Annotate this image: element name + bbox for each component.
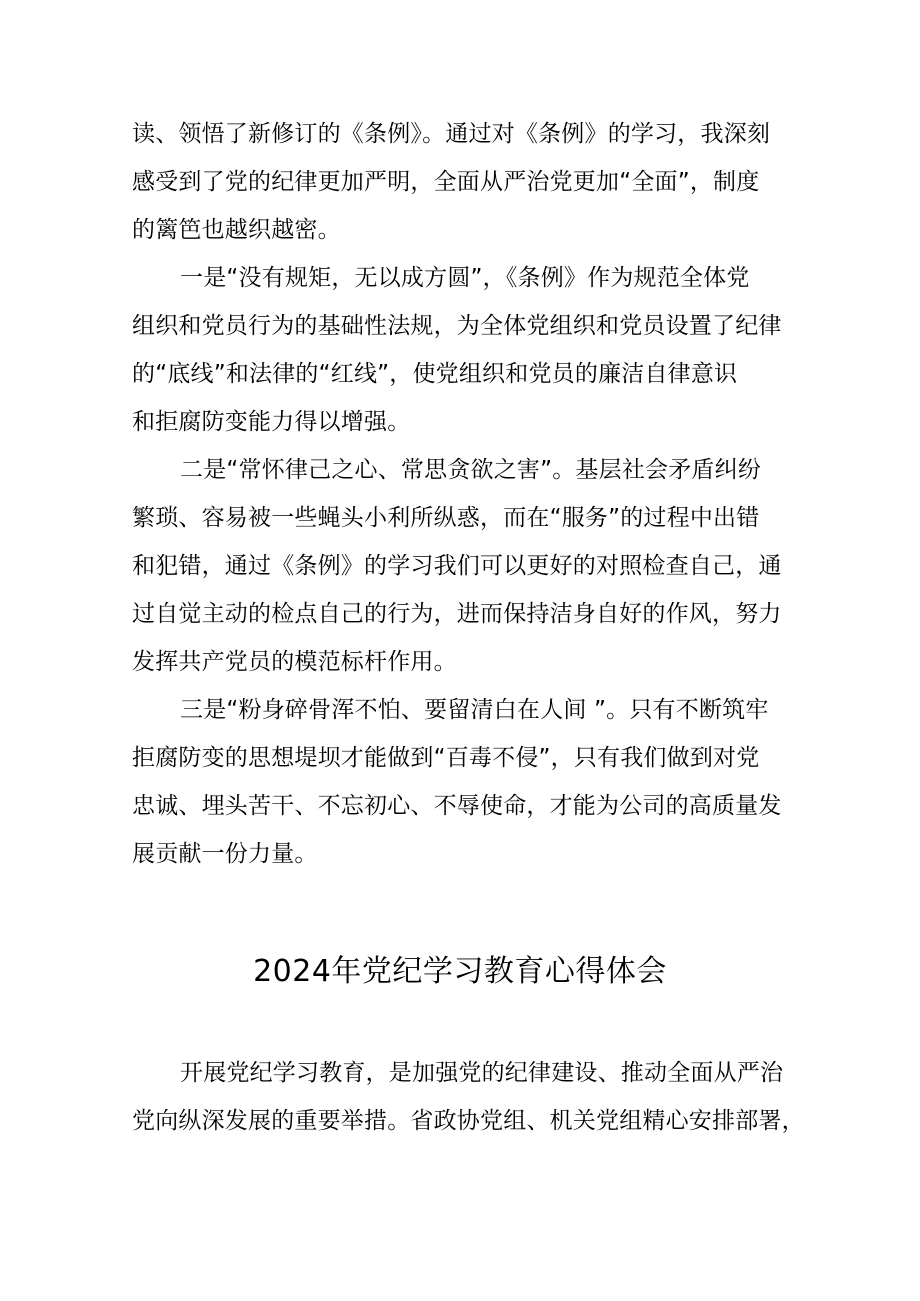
- text-line: 的“底线”和法律的“红线”，使党组织和党员的廉洁自律意识: [132, 361, 738, 387]
- document-title: 2024年党纪学习教育心得体会: [253, 954, 667, 989]
- text-line: 发挥共产党员的模范标杆作用。: [132, 649, 457, 675]
- text-line: 读、领悟了新修订的《条例》。通过对《条例》的学习，我深刻: [132, 121, 771, 147]
- text-line: 展贡献一份力量。: [132, 841, 318, 867]
- text-line: 党向纵深发展的重要举措。省政协党组、机关党组精心安排部署，: [132, 1108, 805, 1134]
- text-line: 拒腐防变的思想堤坝才能做到“百毒不侵”，只有我们做到对党: [132, 745, 760, 771]
- text-line: 和犯错，通过《条例》的学习我们可以更好的对照检查自己，通: [132, 553, 782, 579]
- text-line: 和拒腐防变能力得以增强。: [132, 409, 411, 435]
- text-line: 繁琐、容易被一些蝇头小利所纵惑，而在“服务”的过程中出错: [132, 505, 760, 531]
- section-1-body: [132, 110, 788, 878]
- text-line: 过自觉主动的检点自己的行为，进而保持洁身自好的作风，努力: [132, 601, 782, 627]
- text-line: 组织和党员行为的基础性法规，为全体党组织和党员设置了纪律: [132, 313, 782, 339]
- text-line: 忠诚、埋头苦干、不忘初心、不辱使命，才能为公司的高质量发: [132, 793, 782, 819]
- paragraph-first-line: 开展党纪学习教育，是加强党的纪律建设、推动全面从严治: [180, 1060, 784, 1086]
- text-line: 的篱笆也越织越密。: [132, 217, 341, 243]
- paragraph-first-line: 三是“粉身碎骨浑不怕、要留清白在人间 ”。只有不断筑牢: [180, 697, 769, 723]
- text-line: 感受到了党的纪律更加严明，全面从严治党更加“全面”，制度: [132, 169, 760, 195]
- paragraph-first-line: 二是“常怀律己之心、常思贪欲之害”。基层社会矛盾纠纷: [180, 457, 762, 483]
- section-2-body: [132, 1049, 805, 1145]
- paragraph-first-line: 一是“没有规矩，无以成方圆”，《条例》作为规范全体党: [180, 265, 750, 291]
